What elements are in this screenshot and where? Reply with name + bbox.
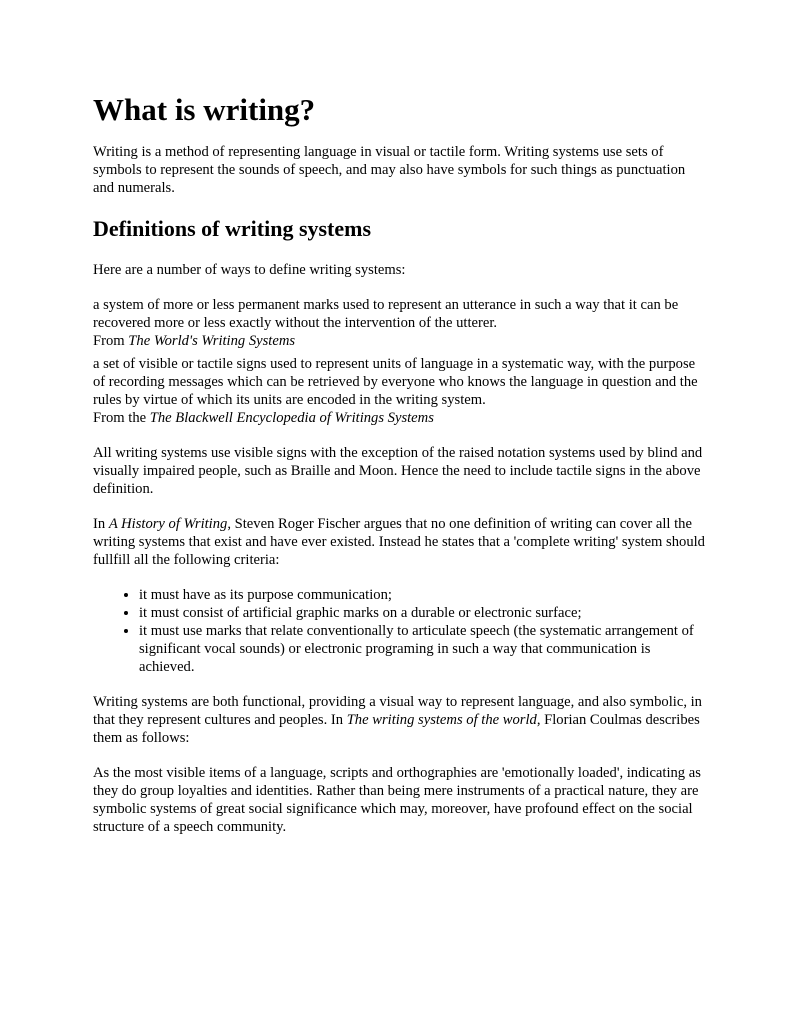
definition-1	[93, 296, 705, 350]
coulmas-paragraph	[93, 693, 705, 747]
definition-2-source: The Blackwell Encyclopedia of Writings Systems	[149, 410, 434, 426]
intro-paragraph: Writing is a method of representing language in visual or tactile form. Writing systems use sets of symbols to represent the sounds of speech, and may also have symbols for such things as punctuation and numerals.	[93, 144, 686, 196]
definition-1-from-label: From	[93, 333, 129, 349]
fischer-paragraph	[93, 515, 705, 569]
definition-2-from-label: From the	[93, 410, 150, 426]
definitions-block	[93, 296, 705, 427]
tactile-paragraph: All writing systems use visible signs with the exception of the raised notation systems used by blind and visually impaired people, such as Braille and Moon. Hence the need to include tactile signs in the above definition.	[93, 445, 703, 497]
definition-1-source: The World's Writing Systems	[128, 333, 296, 349]
coulmas-prefix: Writing systems are both functional, providing a visual way to represent language, and also symbolic, in that they represent cultures and peoples. In	[93, 694, 702, 728]
definition-1-text: a system of more or less permanent marks used to represent an utterance in such a way that it can be recovered more or less exactly without the intervention of the utterer.	[93, 297, 679, 331]
criteria-item: • it must use marks that relate conventionally to articulate speech (the systematic arrangement of significant vocal sounds) or electronic programing in such a way that communication is achieved.	[139, 622, 705, 676]
fischer-rest: , Steven Roger Fischer argues that no one definition of writing can cover all the writing systems that exist and have ever existed. Instead he states that a 'complete writing' system should fullfill all the following criteria:	[93, 516, 705, 568]
coulmas-book-title: The writing systems of the world	[346, 712, 537, 728]
fischer-prefix: In	[93, 516, 109, 532]
section-heading: Definitions of writing systems	[93, 216, 372, 241]
definition-2-text: a set of visible or tactile signs used to represent units of language in a systematic way, with the purpose of recording messages which can be retrieved by everyone who knows the language in question and the rules by virtue of which its units are encoded in the writing system.	[93, 356, 698, 408]
definition-2	[93, 355, 705, 427]
page-title: What is writing?	[93, 92, 316, 127]
lead-paragraph: Here are a number of ways to define writing systems:	[93, 262, 406, 278]
fischer-book-title: A History of Writing	[108, 516, 228, 532]
document-page	[93, 92, 705, 836]
criteria-item: • it must consist of artificial graphic marks on a durable or electronic surface;	[139, 604, 705, 622]
coulmas-rest: , Florian Coulmas describes them as follows:	[93, 712, 700, 746]
quote-paragraph: As the most visible items of a language, scripts and orthographies are 'emotionally loaded', indicating as they do group loyalties and identities. Rather than being mere instruments of a practical nature, they are symbolic systems of great social significance which may, moreover, have profound effect on the social structure of a speech community.	[93, 765, 701, 835]
criteria-item: • it must have as its purpose communication;	[139, 586, 705, 604]
criteria-list	[93, 586, 705, 676]
